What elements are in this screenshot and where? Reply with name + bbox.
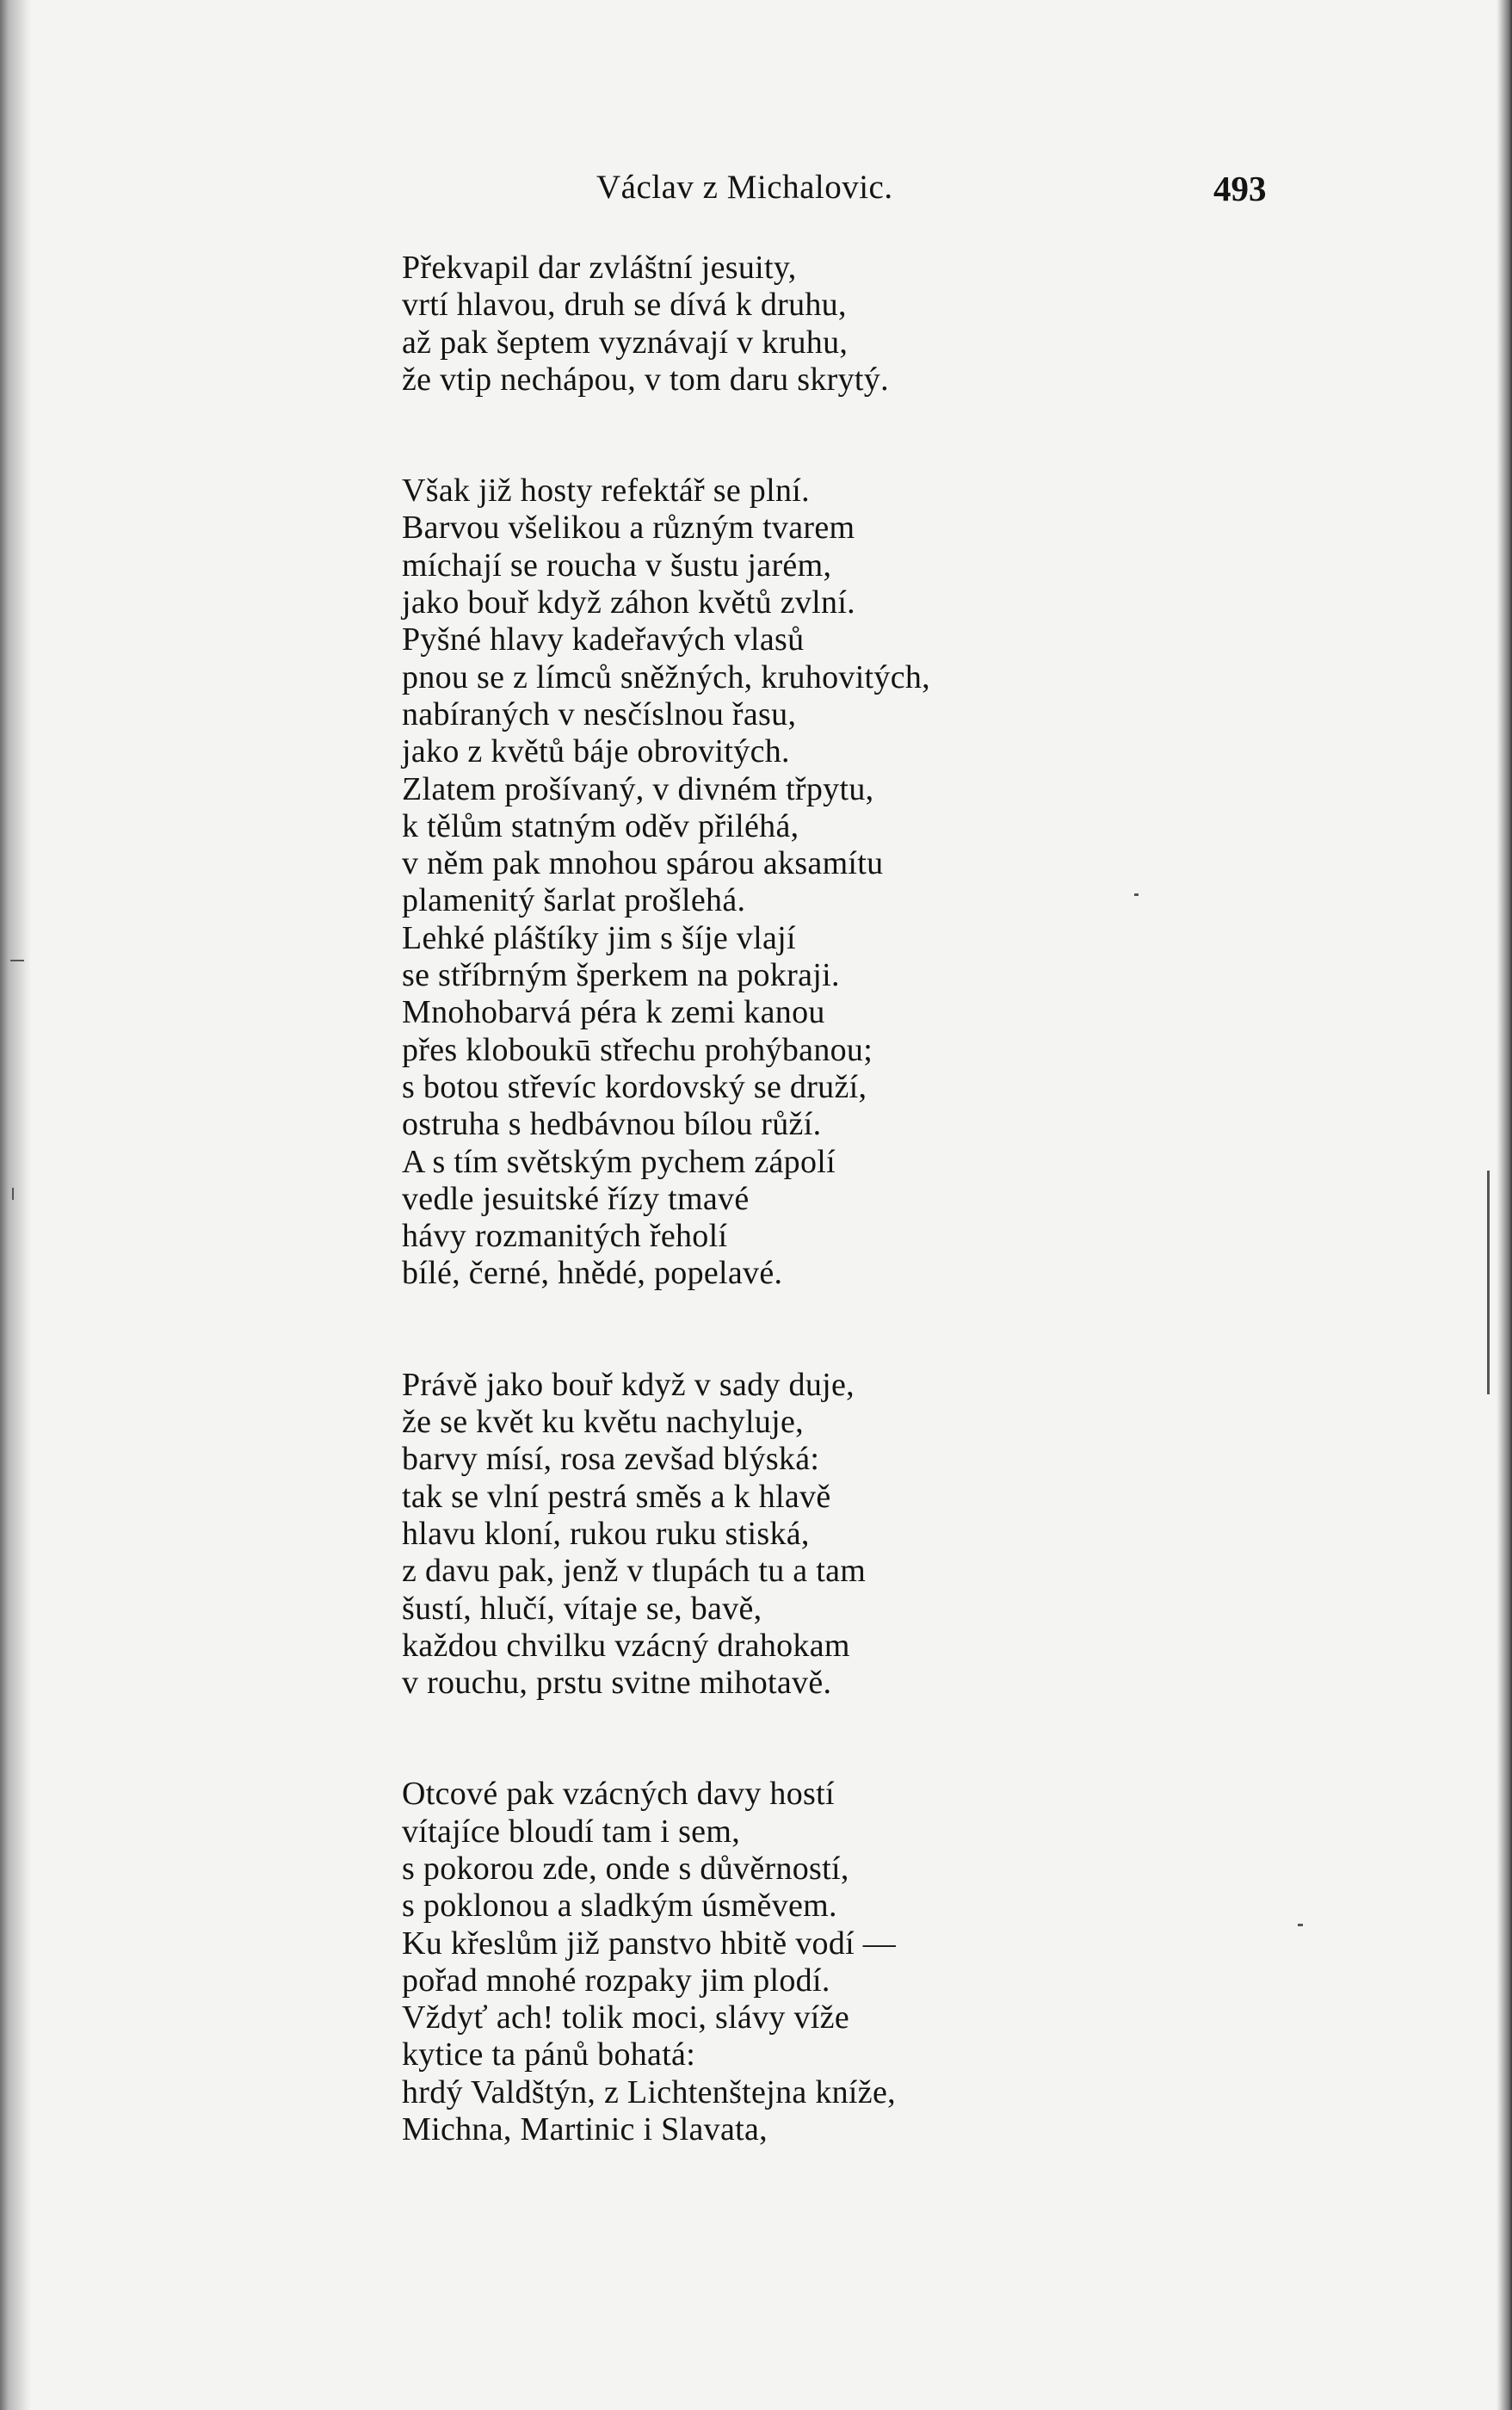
verse-line: Ku křeslům již panstvo hbitě vodí — — [402, 1925, 897, 1962]
verse-line: v něm pak mnohou spárou aksamítu — [402, 845, 884, 882]
verse-line: hrdý Valdštýn, z Lichtenštejna kníže, — [402, 2073, 896, 2110]
scan-mark — [1487, 1171, 1490, 1394]
scan-mark — [12, 1188, 14, 1200]
verse-line: pnou se z límců sněžných, kruhovitých, — [402, 658, 930, 695]
stanza — [402, 1776, 1348, 2148]
verse-line: s pokorou zde, onde s důvěrností, — [402, 1850, 849, 1887]
verse-line: ostruha s hedbávnou bílou růží. — [402, 1106, 822, 1143]
page-number: 493 — [1213, 169, 1267, 208]
verse-line: tak se vlní pestrá směs a k hlavě — [402, 1478, 831, 1515]
stanza — [402, 1367, 1348, 1702]
verse-line: Zlatem prošívaný, v divném třpytu, — [402, 770, 874, 807]
verse-line: až pak šeptem vyznávají v kruhu, — [402, 324, 849, 361]
stanza — [402, 250, 1348, 399]
verse-line: s botou střevíc kordovský se druží, — [402, 1068, 867, 1105]
verse-line: Právě jako bouř když v sady duje, — [402, 1366, 855, 1403]
verse-line: Překvapil dar zvláštní jesuity, — [402, 250, 797, 286]
verse-line: vedle jesuitské řízy tmavé — [402, 1180, 750, 1217]
scan-mark — [1134, 893, 1139, 896]
verse-line: Michna, Martinic i Slavata, — [402, 2111, 768, 2148]
verse-line: s poklonou a sladkým úsměvem. — [402, 1888, 837, 1925]
verse-line: vrtí hlavou, druh se dívá k druhu, — [402, 287, 847, 324]
verse-line: každou chvilku vzácný drahokam — [402, 1627, 850, 1664]
verse-line: Však již hosty refektář se plní. — [402, 473, 810, 510]
verse-line: kytice ta pánů bohatá: — [402, 2036, 696, 2073]
verse-line: z davu pak, jenž v tlupách tu a tam — [402, 1553, 867, 1590]
stanza — [402, 473, 1348, 1293]
scan-mark — [1298, 1924, 1303, 1926]
verse-line: Barvou všelikou a různým tvarem — [402, 510, 855, 547]
verse-line: plamenitý šarlat prošlehá. — [402, 882, 746, 919]
verse-line: v rouchu, prstu svitne mihotavě. — [402, 1665, 832, 1702]
verse-line: A s tím světským pychem zápolí — [402, 1143, 836, 1180]
verse-line: jako bouř když záhon květů zvlní. — [402, 584, 855, 621]
verse-line: barvy mísí, rosa zevšad blýská: — [402, 1441, 820, 1478]
verse-line: bílé, černé, hnědé, popelavé. — [402, 1255, 783, 1292]
verse-line: hlavu kloní, rukou ruku stiská, — [402, 1515, 810, 1552]
scan-mark — [10, 960, 24, 961]
verse-line: vítajíce bloudí tam i sem, — [402, 1813, 740, 1850]
verse-line: Vždyť ach! tolik moci, slávy víže — [402, 1999, 849, 2036]
verse-line: nabíraných v nesčíslnou řasu, — [402, 695, 797, 732]
running-title: Václav z Michalovic. — [596, 169, 893, 206]
verse-line: se stříbrným šperkem na pokraji. — [402, 957, 840, 994]
verse-line: hávy rozmanitých řeholí — [402, 1218, 728, 1255]
verse-line: Lehké pláštíky jim s šíje vlají — [402, 919, 796, 956]
verse-line: míchají se roucha v šustu jarém, — [402, 547, 832, 584]
verse-line: pořad mnohé rozpaky jim plodí. — [402, 1962, 830, 1999]
verse-line: jako z květů báje obrovitých. — [402, 733, 790, 770]
verse-line: k tělům statným oděv přiléhá, — [402, 807, 799, 844]
verse-line: Otcové pak vzácných davy hostí — [402, 1776, 835, 1813]
scan-left-edge — [0, 0, 31, 2410]
verse-line: Mnohobarvá péra k zemi kanou — [402, 994, 825, 1031]
verse-line: že se květ ku květu nachyluje, — [402, 1404, 804, 1441]
verse-line: přes kloboukū střechu prohýbanou; — [402, 1031, 873, 1068]
scan-right-edge — [1497, 0, 1512, 2410]
verse-line: šustí, hlučí, vítaje se, bavě, — [402, 1590, 762, 1627]
running-header — [0, 168, 1512, 219]
verse-line: že vtip nechápou, v tom daru skrytý. — [402, 361, 889, 398]
verse-line: Pyšné hlavy kadeřavých vlasů — [402, 621, 805, 658]
poem-text — [402, 250, 1348, 2222]
